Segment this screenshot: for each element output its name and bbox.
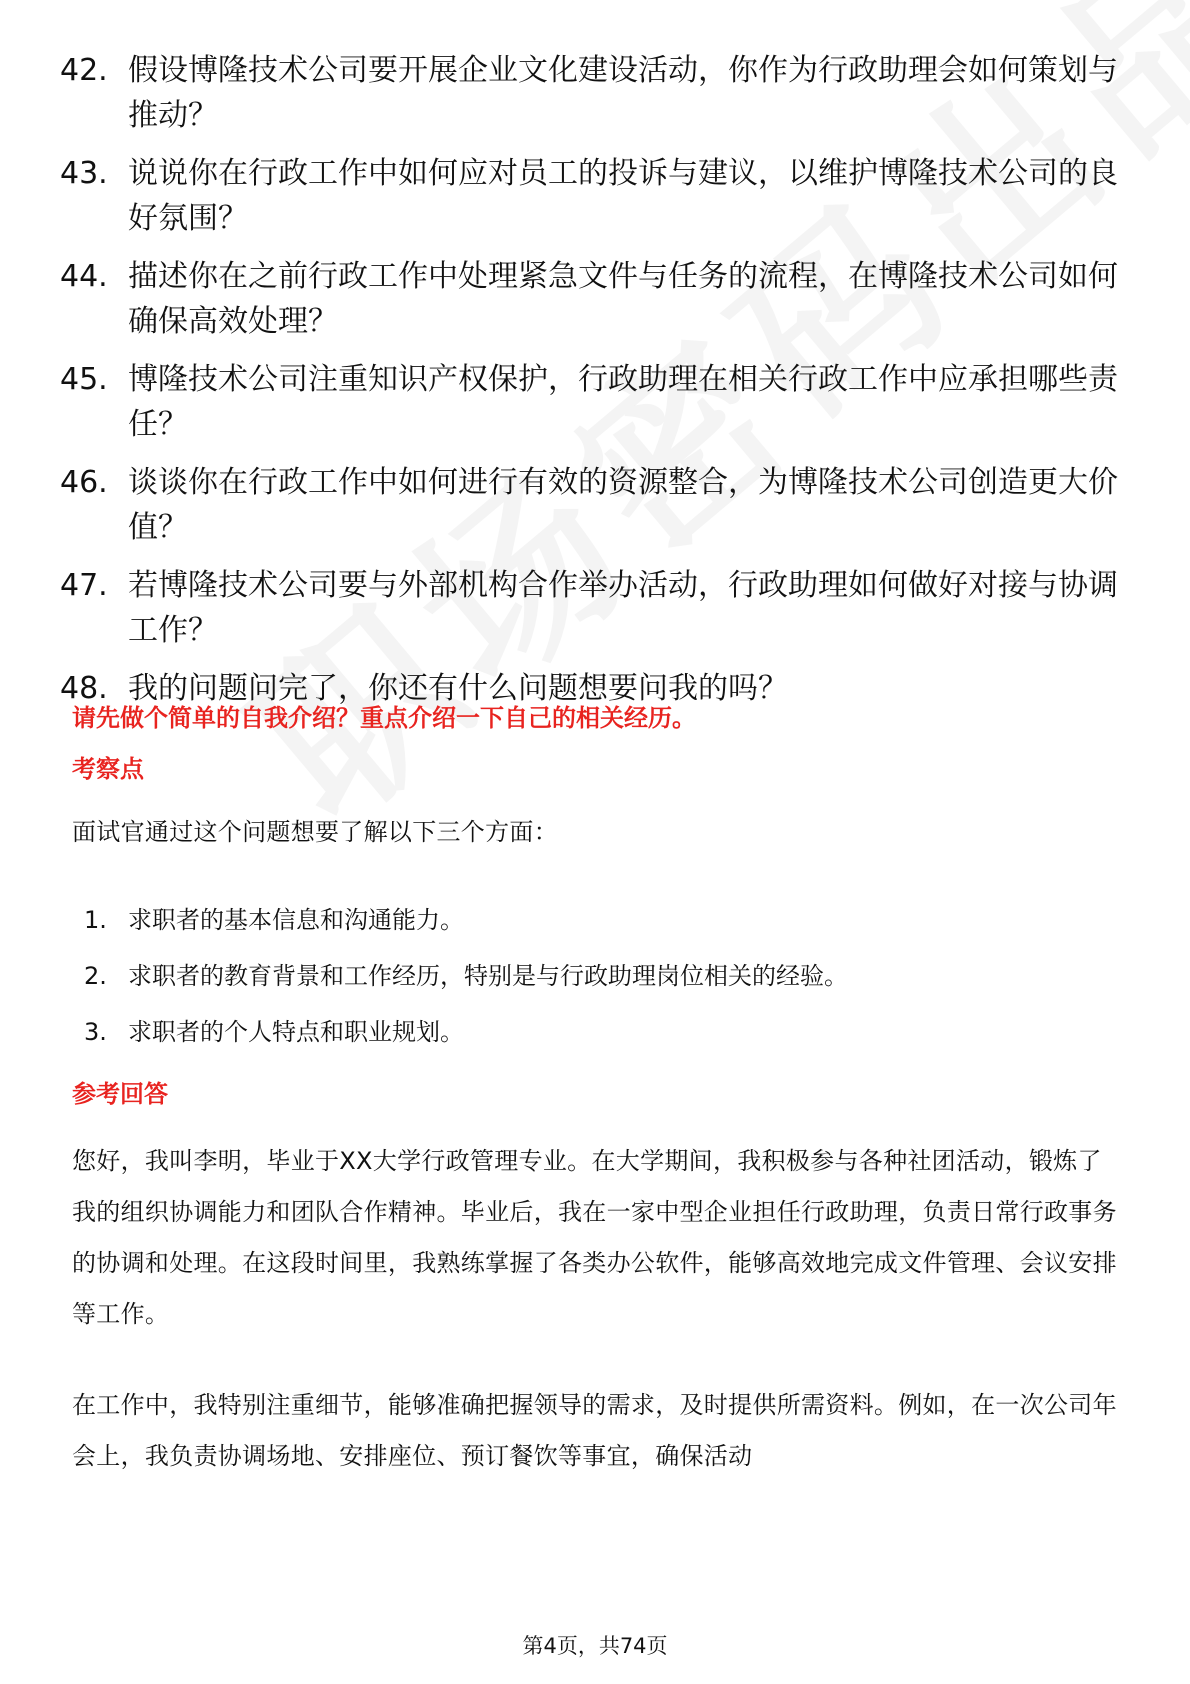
question-number: 43. <box>60 156 108 191</box>
question-item <box>60 48 1120 138</box>
list-item-number: 1. <box>84 906 107 934</box>
question-item <box>60 151 1120 241</box>
focus-list <box>72 904 1122 1072</box>
question-text: 若博隆技术公司要与外部机构合作举办活动，行政助理如何做好对接与协调工作？ <box>128 568 1118 648</box>
list-item <box>72 1016 1122 1048</box>
answer-heading: 参考回答 <box>72 1080 168 1108</box>
main-question-title: 请先做个简单的自我介绍？重点介绍一下自己的相关经历。 <box>72 704 696 732</box>
list-item-number: 3. <box>84 1018 107 1046</box>
list-item-text: 求职者的基本信息和沟通能力。 <box>128 906 464 934</box>
question-item <box>60 357 1120 447</box>
focus-heading: 考察点 <box>72 755 144 783</box>
answer-paragraph-2: 在工作中，我特别注重细节，能够准确把握领导的需求，及时提供所需资料。例如，在一次公司年会上，我负责协调场地、安排座位、预订餐饮等事宜，确保活动 <box>72 1391 1117 1470</box>
list-item-text: 求职者的教育背景和工作经历，特别是与行政助理岗位相关的经验。 <box>128 962 848 990</box>
question-number: 44. <box>60 259 108 294</box>
question-text: 谈谈你在行政工作中如何进行有效的资源整合，为博隆技术公司创造更大价值？ <box>128 465 1118 545</box>
question-item <box>60 254 1120 344</box>
list-item <box>72 960 1122 992</box>
question-number: 45. <box>60 362 108 397</box>
question-text: 描述你在之前行政工作中处理紧急文件与任务的流程，在博隆技术公司如何确保高效处理？ <box>128 259 1118 339</box>
list-item-number: 2. <box>84 962 107 990</box>
answer-paragraph-1: 您好，我叫李明，毕业于XX大学行政管理专业。在大学期间，我积极参与各种社团活动，锻炼了我的组织协调能力和团队合作精神。毕业后，我在一家中型企业担任行政助理，负责日常行政事务的协调和处理。在这段时间里，我熟练掌握了各类办公软件，能够高效地完成文件管理、会议安排等工作。 <box>72 1147 1117 1328</box>
focus-intro: 面试官通过这个问题想要了解以下三个方面： <box>72 818 558 846</box>
question-text: 我的问题问完了，你还有什么问题想要问我的吗？ <box>128 671 788 706</box>
question-number: 47. <box>60 568 108 603</box>
question-text: 博隆技术公司注重知识产权保护，行政助理在相关行政工作中应承担哪些责任？ <box>128 362 1118 442</box>
question-text: 说说你在行政工作中如何应对员工的投诉与建议，以维护博隆技术公司的良好氛围？ <box>128 156 1118 236</box>
list-item <box>72 904 1122 936</box>
question-list <box>60 48 1120 724</box>
question-item <box>60 563 1120 653</box>
question-number: 48. <box>60 671 108 706</box>
question-text: 假设博隆技术公司要开展企业文化建设活动，你作为行政助理会如何策划与推动？ <box>128 53 1118 133</box>
page-footer: 第4页，共74页 <box>522 1634 668 1658</box>
list-item-text: 求职者的个人特点和职业规划。 <box>128 1018 464 1046</box>
question-item <box>60 460 1120 550</box>
question-number: 42. <box>60 53 108 88</box>
question-number: 46. <box>60 465 108 500</box>
